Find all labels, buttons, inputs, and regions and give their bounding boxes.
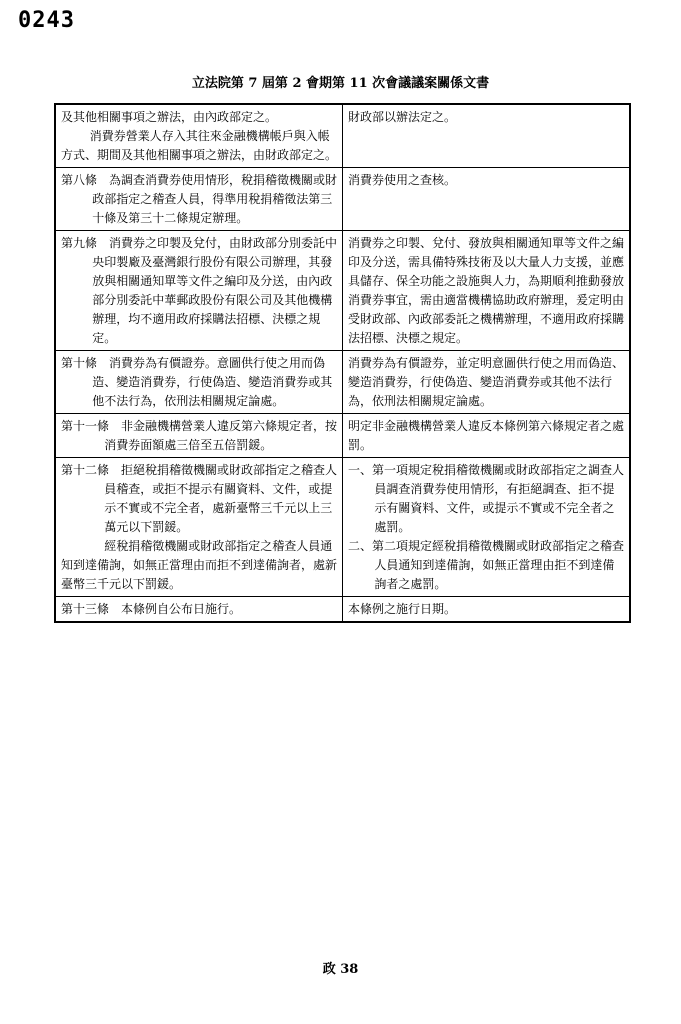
comparison-table	[54, 103, 631, 623]
table-cell-right	[343, 597, 631, 623]
explanation-text: 消費券為有價證券，並定明意圖供行使之用而偽造、變造消費券，行使偽造、變造消費券或其他不法行為，依刑法相關規定論處。	[348, 356, 625, 408]
explanation-text: 財政部以辦法定之。	[348, 110, 457, 124]
table-cell-left	[55, 104, 343, 168]
table-cell-right	[343, 458, 631, 597]
clause-text: 及其他相關事項之辦法，由內政部定之。	[61, 110, 278, 124]
explanation-item: 二、第二項規定經稅捐稽徵機關或財政部指定之稽查人員通知到達備詢，如無正當理由拒不到達備詢者之處罰。	[348, 539, 625, 591]
explanation-text: 明定非金融機構營業人違反本條例第六條規定者之處罰。	[348, 419, 625, 452]
clause-text: 第十二條 拒絕稅捐稽徵機關或財政部指定之稽查人員稽查，或拒不提示有關資料、文件，或提示不實或不完全者，處新臺幣三千元以上三萬元以下罰鍰。	[61, 463, 338, 534]
table-row	[55, 458, 630, 597]
explanation-text: 本條例之施行日期。	[348, 602, 457, 616]
table-cell-left	[55, 231, 343, 351]
explanation-text: 消費券之印製、兌付、發放與相關通知單等文件之編印及分送，需具備特殊技術及以大量人力支援，並應具儲存、保全功能之設施與人力，為期順利推動發放消費券事宜，需由適當機構協助政府辦理，爰定明由受財政部、內政部委託之機構辦理，不適用政府採購法招標、決標之規定。	[348, 236, 625, 345]
table-cell-left	[55, 458, 343, 597]
table-row	[55, 351, 630, 414]
table-row	[55, 168, 630, 231]
table-cell-right	[343, 168, 631, 231]
document-header: 立法院第 7 屆第 2 會期第 11 次會議議案關係文書	[191, 76, 490, 91]
table-cell-right	[343, 414, 631, 458]
table-row	[55, 231, 630, 351]
table-cell-left	[55, 414, 343, 458]
clause-text: 第八條 為調查消費券使用情形，稅捐稽徵機關或財政部指定之稽查人員，得準用稅捐稽徵法第三十條及第三十二條規定辦理。	[61, 173, 338, 225]
table-cell-right	[343, 351, 631, 414]
clause-text: 第十三條 本條例自公布日施行。	[61, 602, 242, 616]
table-cell-right	[343, 104, 631, 168]
page-number: 0243	[18, 8, 75, 33]
clause-text: 第十一條 非金融機構營業人違反第六條規定者，按消費券面額處三倍至五倍罰鍰。	[61, 419, 338, 452]
table-row	[55, 414, 630, 458]
clause-text: 消費券營業人存入其往來金融機構帳戶與入帳方式、期間及其他相關事項之辦法，由財政部定之。	[61, 129, 338, 162]
table-row	[55, 104, 630, 168]
table-cell-left	[55, 168, 343, 231]
clause-text: 經稅捐稽徵機關或財政部指定之稽查人員通知到達備詢，如無正當理由而拒不到達備詢者，處新臺幣三千元以下罰鍰。	[61, 539, 338, 591]
table-cell-left	[55, 351, 343, 414]
page-footer: 政 38	[322, 962, 359, 977]
table-row	[55, 597, 630, 623]
table-cell-left	[55, 597, 343, 623]
clause-text: 第九條 消費券之印製及兌付，由財政部分別委託中央印製廠及臺灣銀行股份有限公司辦理，其發放與相關通知單等文件之編印及分送，由內政部分別委託中華郵政股份有限公司及其他機構辦理，均不適用政府採購法招標、決標之規定。	[61, 236, 338, 345]
explanation-item: 一、第一項規定稅捐稽徵機關或財政部指定之調查人員調查消費券使用情形，有拒絕調查、拒不提示有關資料、文件，或提示不實或不完全者之處罰。	[348, 463, 625, 534]
clause-text: 第十條 消費券為有價證券。意圖供行使之用而偽造、變造消費券，行使偽造、變造消費券或其他不法行為，依刑法相關規定論處。	[61, 356, 333, 408]
table-cell-right	[343, 231, 631, 351]
explanation-text: 消費券使用之查核。	[348, 173, 457, 187]
